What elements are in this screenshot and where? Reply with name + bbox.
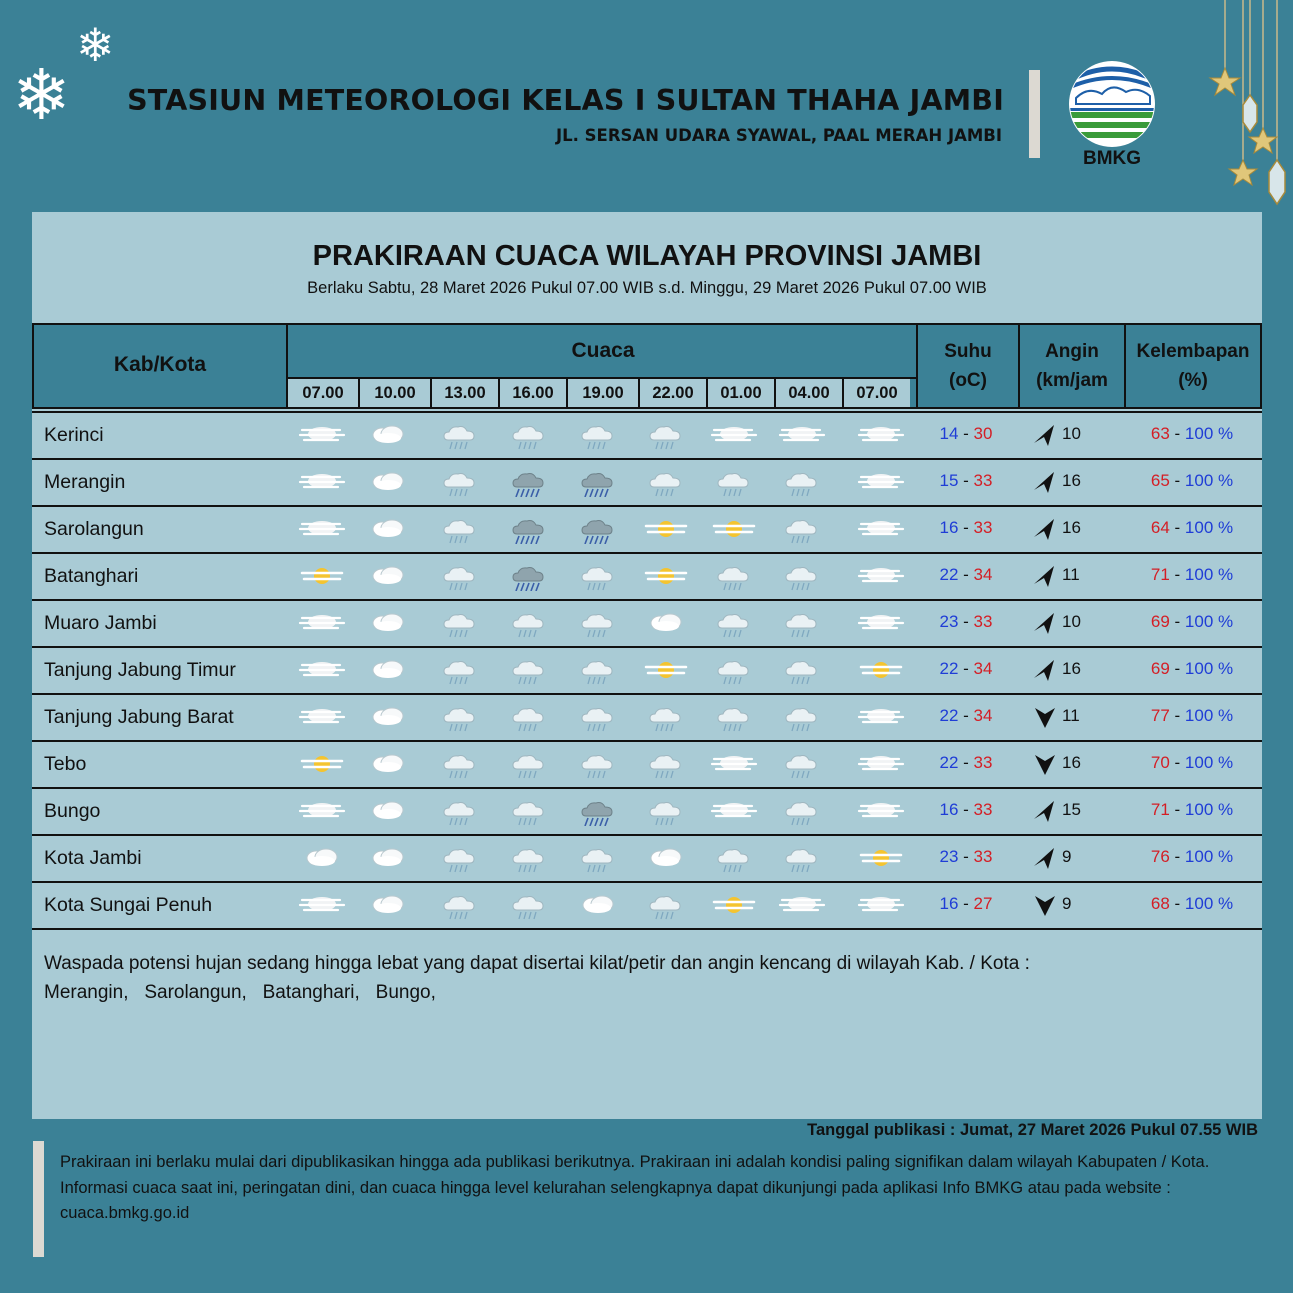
wind-speed: 9 bbox=[1062, 847, 1072, 866]
range-separator: - bbox=[1169, 659, 1185, 678]
heavy-rain-icon bbox=[572, 467, 624, 497]
humidity-max: 100 % bbox=[1184, 659, 1234, 678]
haze-icon bbox=[296, 702, 348, 732]
light-rain-icon bbox=[434, 890, 486, 920]
wind-speed: 16 bbox=[1062, 753, 1081, 772]
time-header: 01.00 bbox=[708, 379, 776, 407]
wind-speed: 11 bbox=[1062, 706, 1080, 725]
cloudy-icon bbox=[362, 796, 414, 826]
cloudy-icon bbox=[362, 561, 414, 591]
temperature-range bbox=[916, 706, 1016, 726]
wind-arrow-icon bbox=[1032, 470, 1058, 496]
heavy-rain-icon bbox=[503, 467, 555, 497]
wind-speed: 10 bbox=[1062, 424, 1081, 443]
humidity-min: 77 bbox=[1150, 706, 1170, 725]
col-header-wind-unit: (km/jam bbox=[1036, 370, 1108, 391]
partly-sunny-icon bbox=[708, 514, 760, 544]
range-separator: - bbox=[1169, 612, 1185, 631]
light-rain-icon bbox=[434, 420, 486, 450]
table-header bbox=[32, 323, 1262, 409]
partly-sunny-icon bbox=[855, 655, 907, 685]
humidity-min: 65 bbox=[1150, 471, 1170, 490]
city-name: Tebo bbox=[44, 753, 87, 775]
temperature-range bbox=[916, 612, 1016, 632]
light-rain-icon bbox=[434, 796, 486, 826]
wind-arrow-icon bbox=[1032, 893, 1058, 919]
light-rain-icon bbox=[572, 608, 624, 638]
temp-max: 34 bbox=[973, 706, 993, 725]
forecast-title: PRAKIRAAN CUACA WILAYAH PROVINSI JAMBI bbox=[312, 240, 982, 272]
humidity-range bbox=[1122, 471, 1262, 491]
heavy-rain-icon bbox=[503, 514, 555, 544]
humidity-range bbox=[1122, 800, 1262, 820]
wind-speed: 11 bbox=[1062, 565, 1080, 584]
temp-min: 22 bbox=[939, 659, 959, 678]
temp-max: 33 bbox=[973, 471, 993, 490]
light-rain-icon bbox=[776, 749, 828, 779]
forecast-panel bbox=[32, 212, 1262, 1119]
humidity-min: 70 bbox=[1150, 753, 1170, 772]
temp-max: 33 bbox=[973, 753, 993, 772]
haze-icon bbox=[855, 890, 907, 920]
haze-icon bbox=[296, 890, 348, 920]
temp-max: 33 bbox=[973, 847, 993, 866]
temp-max: 33 bbox=[973, 518, 993, 537]
humidity-range bbox=[1122, 706, 1262, 726]
light-rain-icon bbox=[708, 561, 760, 591]
city-name: Kota Jambi bbox=[44, 847, 142, 869]
light-rain-icon bbox=[503, 420, 555, 450]
light-rain-icon bbox=[572, 561, 624, 591]
heavy-rain-icon bbox=[503, 561, 555, 591]
cloudy-icon bbox=[362, 655, 414, 685]
temp-max: 33 bbox=[973, 800, 993, 819]
cloudy-icon bbox=[362, 843, 414, 873]
temperature-range bbox=[916, 565, 1016, 585]
light-rain-icon bbox=[572, 843, 624, 873]
temp-min: 14 bbox=[939, 424, 959, 443]
range-separator: - bbox=[958, 659, 974, 678]
time-header: 19.00 bbox=[568, 379, 640, 407]
wind-speed: 15 bbox=[1062, 800, 1081, 819]
light-rain-icon bbox=[776, 843, 828, 873]
humidity-max: 100 % bbox=[1184, 847, 1234, 866]
light-rain-icon bbox=[503, 655, 555, 685]
humidity-min: 63 bbox=[1150, 424, 1170, 443]
table-row bbox=[32, 411, 1262, 458]
wind-speed: 16 bbox=[1062, 471, 1081, 490]
city-name: Tanjung Jabung Barat bbox=[44, 706, 234, 728]
light-rain-icon bbox=[434, 467, 486, 497]
time-header: 22.00 bbox=[640, 379, 708, 407]
temp-max: 33 bbox=[973, 612, 993, 631]
temp-max: 34 bbox=[973, 659, 993, 678]
range-separator: - bbox=[1169, 518, 1185, 537]
partly-sunny-icon bbox=[640, 655, 692, 685]
header-divider bbox=[1029, 70, 1040, 158]
light-rain-icon bbox=[572, 749, 624, 779]
wind-speed: 16 bbox=[1062, 518, 1081, 537]
light-rain-icon bbox=[776, 514, 828, 544]
temperature-range bbox=[916, 753, 1016, 773]
col-header-temp-unit: (oC) bbox=[949, 370, 987, 391]
haze-icon bbox=[708, 749, 760, 779]
wind-arrow-icon bbox=[1032, 517, 1058, 543]
light-rain-icon bbox=[503, 796, 555, 826]
temperature-range bbox=[916, 800, 1016, 820]
wind-speed: 16 bbox=[1062, 659, 1081, 678]
haze-icon bbox=[776, 420, 828, 450]
humidity-min: 69 bbox=[1150, 659, 1170, 678]
range-separator: - bbox=[958, 753, 974, 772]
city-name: Tanjung Jabung Timur bbox=[44, 659, 236, 681]
haze-icon bbox=[296, 796, 348, 826]
haze-icon bbox=[855, 467, 907, 497]
humidity-range bbox=[1122, 894, 1262, 914]
wind-arrow-icon bbox=[1032, 705, 1058, 731]
table-row bbox=[32, 787, 1262, 834]
humidity-max: 100 % bbox=[1184, 706, 1234, 725]
wind-arrow-icon bbox=[1032, 799, 1058, 825]
haze-icon bbox=[296, 655, 348, 685]
cloudy-icon bbox=[362, 514, 414, 544]
partly-sunny-icon bbox=[640, 514, 692, 544]
temperature-range bbox=[916, 894, 1016, 914]
table-row bbox=[32, 740, 1262, 787]
light-rain-icon bbox=[776, 467, 828, 497]
col-header-weather: Cuaca bbox=[571, 339, 635, 362]
haze-icon bbox=[855, 749, 907, 779]
temperature-range bbox=[916, 471, 1016, 491]
col-header-temp: Suhu bbox=[944, 341, 992, 362]
warning-regions: Merangin, Sarolangun, Batanghari, Bungo, bbox=[44, 982, 436, 1003]
temp-max: 27 bbox=[973, 894, 993, 913]
footnote: Prakiraan ini berlaku mulai dari dipublikasikan hingga ada publikasi berikutnya. Prakiraan ini adalah kondisi paling signifikan dalam wilayah Kabupaten / Kota. Informasi cuaca saat ini, peringatan dini, dan cuaca hingga level kelurahan selengkapnya dapat dikunjungi pada aplikasi Info BMKG atau pada website : cuaca.bmkg.go.id bbox=[60, 1153, 1210, 1222]
light-rain-icon bbox=[503, 843, 555, 873]
humidity-range bbox=[1122, 847, 1262, 867]
light-rain-icon bbox=[434, 561, 486, 591]
city-name: Kerinci bbox=[44, 424, 104, 446]
light-rain-icon bbox=[503, 608, 555, 638]
haze-icon bbox=[776, 890, 828, 920]
range-separator: - bbox=[1169, 706, 1185, 725]
light-rain-icon bbox=[776, 608, 828, 638]
light-rain-icon bbox=[572, 655, 624, 685]
light-rain-icon bbox=[776, 655, 828, 685]
haze-icon bbox=[296, 514, 348, 544]
time-header: 07.00 bbox=[288, 379, 360, 407]
temp-min: 22 bbox=[939, 706, 959, 725]
humidity-max: 100 % bbox=[1184, 518, 1234, 537]
light-rain-icon bbox=[434, 608, 486, 638]
col-header-wind: Angin bbox=[1045, 341, 1099, 362]
wind-speed: 10 bbox=[1062, 612, 1081, 631]
light-rain-icon bbox=[503, 890, 555, 920]
publication-date: Tanggal publikasi : Jumat, 27 Maret 2026 Pukul 07.55 WIB bbox=[807, 1121, 1258, 1139]
col-header-city: Kab/Kota bbox=[113, 353, 207, 376]
haze-icon bbox=[855, 561, 907, 591]
range-separator: - bbox=[958, 518, 974, 537]
footnote-divider bbox=[33, 1141, 44, 1257]
humidity-min: 68 bbox=[1150, 894, 1170, 913]
temperature-range bbox=[916, 659, 1016, 679]
temp-min: 16 bbox=[939, 800, 959, 819]
range-separator: - bbox=[958, 706, 974, 725]
range-separator: - bbox=[1169, 471, 1185, 490]
range-separator: - bbox=[958, 847, 974, 866]
table-row bbox=[32, 693, 1262, 740]
time-header: 10.00 bbox=[360, 379, 432, 407]
temperature-range bbox=[916, 518, 1016, 538]
wind-arrow-icon bbox=[1032, 658, 1058, 684]
cloudy-icon bbox=[572, 890, 624, 920]
light-rain-icon bbox=[434, 702, 486, 732]
cloudy-icon bbox=[362, 749, 414, 779]
wind-arrow-icon bbox=[1032, 611, 1058, 637]
light-rain-icon bbox=[503, 702, 555, 732]
light-rain-icon bbox=[776, 702, 828, 732]
humidity-range bbox=[1122, 424, 1262, 444]
partly-sunny-icon bbox=[296, 561, 348, 591]
humidity-range bbox=[1122, 659, 1262, 679]
light-rain-icon bbox=[708, 467, 760, 497]
light-rain-icon bbox=[776, 796, 828, 826]
humidity-min: 71 bbox=[1150, 565, 1170, 584]
warning-text: Waspada potensi hujan sedang hingga lebat yang dapat disertai kilat/petir dan angin kencang di wilayah Kab. / Kota : bbox=[44, 953, 1030, 974]
range-separator: - bbox=[958, 565, 974, 584]
humidity-min: 69 bbox=[1150, 612, 1170, 631]
haze-icon bbox=[296, 608, 348, 638]
temp-min: 15 bbox=[939, 471, 959, 490]
light-rain-icon bbox=[708, 843, 760, 873]
light-rain-icon bbox=[708, 702, 760, 732]
time-header: 16.00 bbox=[500, 379, 568, 407]
humidity-max: 100 % bbox=[1184, 753, 1234, 772]
col-header-humidity: Kelembapan bbox=[1136, 341, 1250, 362]
humidity-max: 100 % bbox=[1184, 424, 1234, 443]
light-rain-icon bbox=[640, 749, 692, 779]
temperature-range bbox=[916, 847, 1016, 867]
humidity-max: 100 % bbox=[1184, 894, 1234, 913]
partly-sunny-icon bbox=[708, 890, 760, 920]
cloudy-icon bbox=[362, 420, 414, 450]
humidity-range bbox=[1122, 565, 1262, 585]
station-address: JL. SERSAN UDARA SYAWAL, PAAL MERAH JAMBI bbox=[556, 126, 1002, 145]
haze-icon bbox=[296, 467, 348, 497]
partly-sunny-icon bbox=[640, 561, 692, 591]
light-rain-icon bbox=[708, 608, 760, 638]
cloudy-icon bbox=[296, 843, 348, 873]
time-header: 13.00 bbox=[432, 379, 500, 407]
humidity-range bbox=[1122, 612, 1262, 632]
haze-icon bbox=[855, 796, 907, 826]
range-separator: - bbox=[1169, 894, 1185, 913]
table-row bbox=[32, 881, 1262, 930]
temp-max: 30 bbox=[973, 424, 993, 443]
bmkg-logo bbox=[1066, 60, 1160, 172]
haze-icon bbox=[855, 514, 907, 544]
humidity-max: 100 % bbox=[1184, 565, 1234, 584]
snowflake-icon: ❄ bbox=[76, 19, 115, 71]
heavy-rain-icon bbox=[572, 514, 624, 544]
time-header: 04.00 bbox=[776, 379, 844, 407]
partly-sunny-icon bbox=[296, 749, 348, 779]
wind-speed: 9 bbox=[1062, 894, 1072, 913]
star-lantern-decoration bbox=[1205, 0, 1293, 215]
snowflake-icon: ❄ bbox=[12, 56, 71, 134]
wind-arrow-icon bbox=[1032, 423, 1058, 449]
cloudy-icon bbox=[362, 890, 414, 920]
light-rain-icon bbox=[640, 467, 692, 497]
city-name: Muaro Jambi bbox=[44, 612, 157, 634]
light-rain-icon bbox=[434, 843, 486, 873]
time-header: 07.00 bbox=[844, 379, 910, 407]
humidity-range bbox=[1122, 753, 1262, 773]
range-separator: - bbox=[958, 800, 974, 819]
forecast-validity: Berlaku Sabtu, 28 Maret 2026 Pukul 07.00 WIB s.d. Minggu, 29 Maret 2026 Pukul 07.00 WIB bbox=[307, 279, 987, 297]
temp-min: 23 bbox=[939, 847, 959, 866]
haze-icon bbox=[855, 702, 907, 732]
temp-min: 22 bbox=[939, 565, 959, 584]
light-rain-icon bbox=[434, 514, 486, 544]
haze-icon bbox=[855, 420, 907, 450]
city-name: Batanghari bbox=[44, 565, 139, 587]
city-name: Kota Sungai Penuh bbox=[44, 894, 213, 916]
table-row bbox=[32, 646, 1262, 693]
haze-icon bbox=[708, 796, 760, 826]
table-row bbox=[32, 599, 1262, 646]
col-header-humidity-unit: (%) bbox=[1178, 370, 1208, 391]
bmkg-logo-text: BMKG bbox=[1082, 148, 1142, 169]
haze-icon bbox=[708, 420, 760, 450]
range-separator: - bbox=[1169, 424, 1185, 443]
humidity-max: 100 % bbox=[1184, 612, 1234, 631]
range-separator: - bbox=[1169, 847, 1185, 866]
temp-max: 34 bbox=[973, 565, 993, 584]
temp-min: 16 bbox=[939, 518, 959, 537]
cloudy-icon bbox=[640, 608, 692, 638]
range-separator: - bbox=[958, 894, 974, 913]
light-rain-icon bbox=[708, 655, 760, 685]
light-rain-icon bbox=[503, 749, 555, 779]
light-rain-icon bbox=[640, 796, 692, 826]
humidity-min: 64 bbox=[1150, 518, 1170, 537]
station-title: STASIUN METEOROLOGI KELAS I SULTAN THAHA JAMBI bbox=[127, 84, 1004, 117]
range-separator: - bbox=[958, 612, 974, 631]
light-rain-icon bbox=[434, 749, 486, 779]
wind-arrow-icon bbox=[1032, 752, 1058, 778]
range-separator: - bbox=[1169, 800, 1185, 819]
temp-min: 23 bbox=[939, 612, 959, 631]
city-name: Bungo bbox=[44, 800, 101, 822]
light-rain-icon bbox=[776, 561, 828, 591]
city-name: Sarolangun bbox=[44, 518, 144, 540]
range-separator: - bbox=[958, 424, 974, 443]
range-separator: - bbox=[1169, 565, 1185, 584]
temp-min: 16 bbox=[939, 894, 959, 913]
city-name: Merangin bbox=[44, 471, 126, 493]
light-rain-icon bbox=[572, 420, 624, 450]
humidity-min: 76 bbox=[1150, 847, 1170, 866]
humidity-range bbox=[1122, 518, 1262, 538]
light-rain-icon bbox=[640, 702, 692, 732]
table-row bbox=[32, 834, 1262, 881]
temp-min: 22 bbox=[939, 753, 959, 772]
light-rain-icon bbox=[434, 655, 486, 685]
table-row bbox=[32, 505, 1262, 552]
light-rain-icon bbox=[572, 702, 624, 732]
table-row bbox=[32, 552, 1262, 599]
range-separator: - bbox=[1169, 753, 1185, 772]
cloudy-icon bbox=[362, 467, 414, 497]
cloudy-icon bbox=[640, 843, 692, 873]
humidity-max: 100 % bbox=[1184, 800, 1234, 819]
temperature-range bbox=[916, 424, 1016, 444]
light-rain-icon bbox=[640, 420, 692, 450]
table-row bbox=[32, 458, 1262, 505]
heavy-rain-icon bbox=[572, 796, 624, 826]
cloudy-icon bbox=[362, 608, 414, 638]
wind-arrow-icon bbox=[1032, 846, 1058, 872]
range-separator: - bbox=[958, 471, 974, 490]
humidity-min: 71 bbox=[1150, 800, 1170, 819]
cloudy-icon bbox=[362, 702, 414, 732]
wind-arrow-icon bbox=[1032, 564, 1058, 590]
haze-icon bbox=[855, 608, 907, 638]
light-rain-icon bbox=[640, 890, 692, 920]
weather-warning bbox=[44, 949, 1254, 1007]
partly-sunny-icon bbox=[855, 843, 907, 873]
humidity-max: 100 % bbox=[1184, 471, 1234, 490]
haze-icon bbox=[296, 420, 348, 450]
